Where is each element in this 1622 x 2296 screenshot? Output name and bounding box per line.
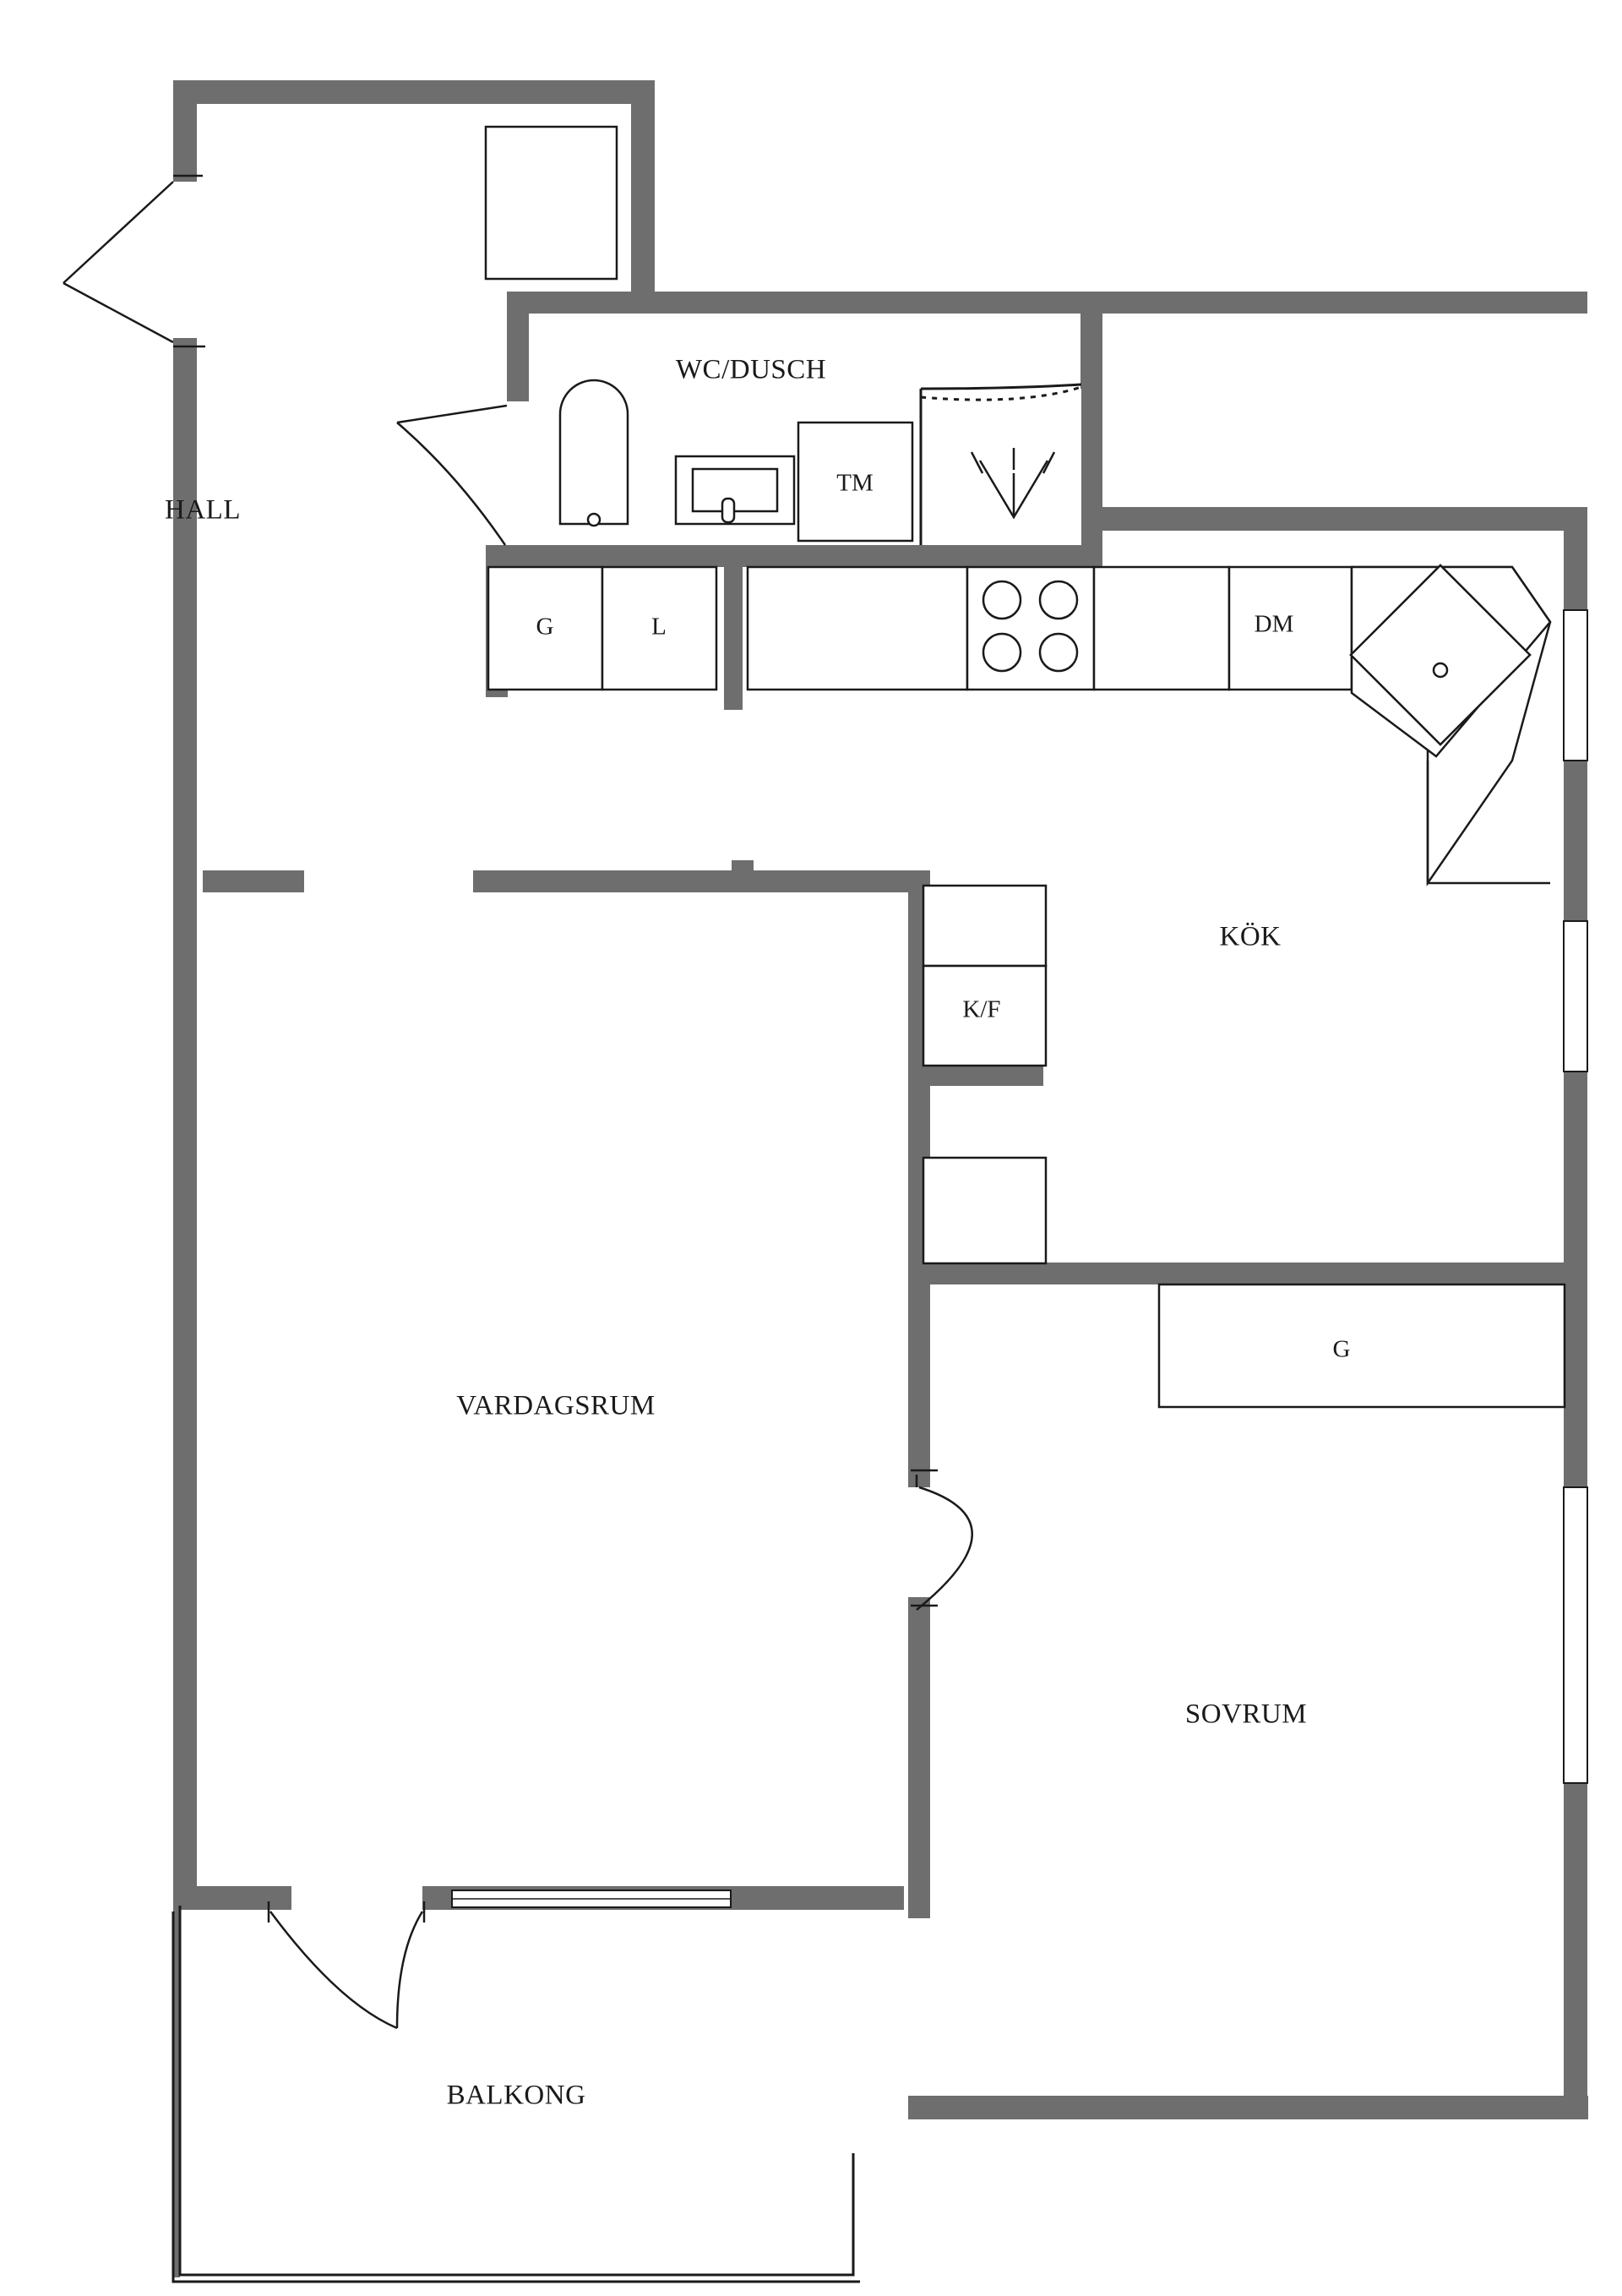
appliance-label-g-hall: G (536, 613, 554, 641)
appliance-label-g-bedroom: G (1332, 1335, 1351, 1363)
appliance-label-kf: K/F (962, 995, 1001, 1023)
entry-door-hall (63, 176, 205, 346)
bedroom-wardrobe (1159, 1284, 1565, 1407)
appliance-label-dm: DM (1254, 610, 1294, 638)
wc-fixtures (560, 380, 1081, 545)
wc-door (397, 406, 507, 545)
appliance-label-l: L (651, 613, 667, 641)
room-label-sovrum: SOVRUM (1184, 1699, 1308, 1730)
appliance-label-tm: TM (836, 469, 874, 497)
room-label-kok: KÖK (1219, 921, 1282, 952)
kitchen-counter (748, 565, 1550, 883)
balcony-door (269, 1901, 424, 2028)
room-label-wc-dusch: WC/DUSCH (675, 354, 827, 385)
room-label-balkong: BALKONG (446, 2080, 586, 2111)
room-label-hall: HALL (165, 494, 241, 526)
room-label-vardagsrum: VARDAGSRUM (456, 1390, 656, 1421)
bedroom-door (911, 1470, 972, 1610)
walls (173, 80, 1588, 2277)
